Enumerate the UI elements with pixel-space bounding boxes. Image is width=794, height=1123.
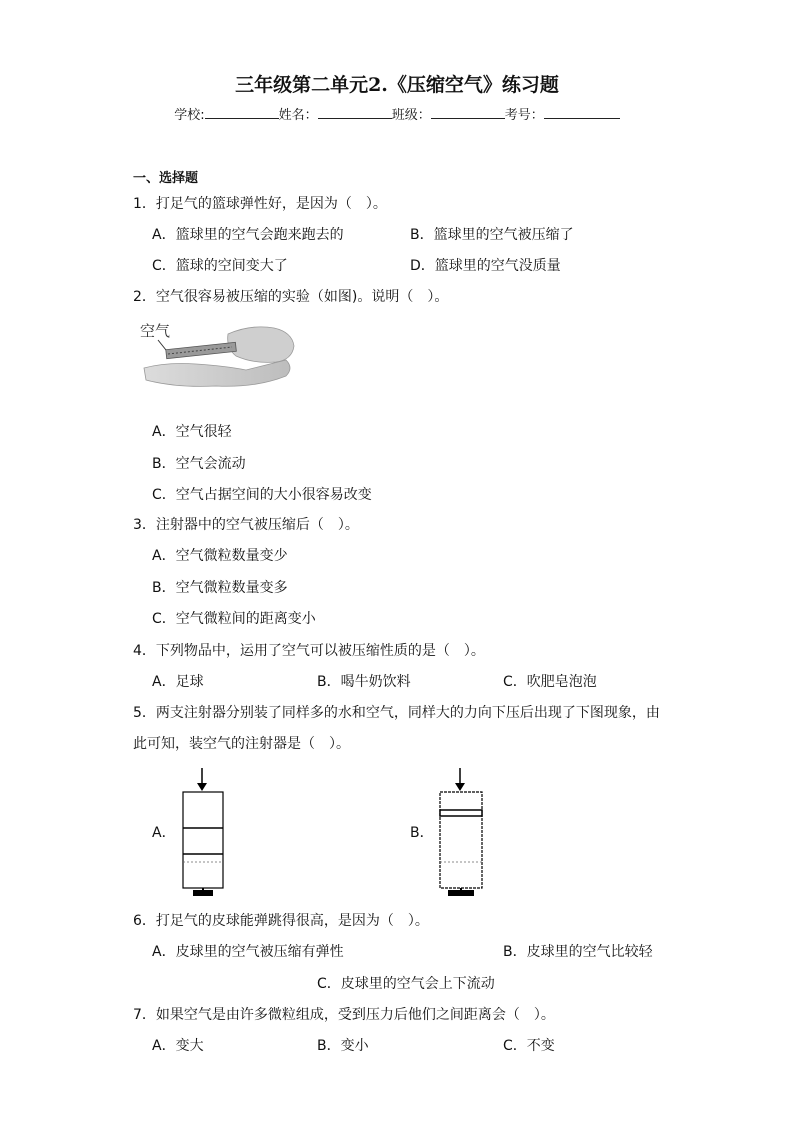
press-arrow-head <box>455 783 465 791</box>
press-arrow-head <box>197 783 207 791</box>
class-label: 班级： <box>391 108 431 123</box>
q1-option-a[interactable]: A．篮球里的空气会跑来跑去的 <box>152 227 344 243</box>
syringe-body <box>440 792 482 888</box>
page-title: 三年级第二单元2.《压缩空气》练习题 <box>235 74 559 96</box>
name-label: 姓名： <box>278 108 318 123</box>
q2-option-b[interactable]: B．空气会流动 <box>152 456 246 472</box>
q6-option-b[interactable]: B．皮球里的空气比较轻 <box>503 944 653 960</box>
q6-option-c[interactable]: C．皮球里的空气会上下流动 <box>317 976 495 992</box>
question-4: 4．下列物品中，运用了空气可以被压缩性质的是（ ）。 <box>133 643 485 659</box>
q2-option-c[interactable]: C．空气占据空间的大小很容易改变 <box>152 487 372 503</box>
q5-option-b[interactable]: B． <box>410 825 434 841</box>
syringe-hand-figure <box>136 316 296 396</box>
q7-option-c[interactable]: C．不变 <box>503 1038 555 1054</box>
syringe-body <box>183 792 223 888</box>
question-5-line-1: 5．两支注射器分别装了同样多的水和空气，同样大的力向下压后出现了下图现象，由 <box>133 705 660 721</box>
syringe-figure-b <box>430 766 490 898</box>
question-7: 7．如果空气是由许多微粒组成，受到压力后他们之间距离会（ ）。 <box>133 1007 555 1023</box>
piston <box>440 810 482 816</box>
q7-option-b[interactable]: B．变小 <box>317 1038 369 1054</box>
section-title: 一、选择题 <box>133 171 199 186</box>
q1-option-c[interactable]: C．篮球的空间变大了 <box>152 258 288 274</box>
syringe-tip <box>193 890 213 896</box>
q3-option-b[interactable]: B．空气微粒数量变多 <box>152 580 288 596</box>
q1-option-b[interactable]: B．篮球里的空气被压缩了 <box>410 227 574 243</box>
q7-option-a[interactable]: A．变大 <box>152 1038 204 1054</box>
exam-no-label: 考号： <box>504 108 544 123</box>
name-blank[interactable] <box>318 104 392 119</box>
q3-option-c[interactable]: C．空气微粒间的距离变小 <box>152 611 316 627</box>
q2-option-a[interactable]: A．空气很轻 <box>152 424 232 440</box>
q4-option-c[interactable]: C．吹肥皂泡泡 <box>503 674 597 690</box>
student-info-row <box>0 104 794 123</box>
q5-option-a[interactable]: A． <box>152 825 176 841</box>
q4-option-b[interactable]: B．喝牛奶饮料 <box>317 674 411 690</box>
figure-label-air: 空气 <box>140 322 171 340</box>
upper-hand-shape <box>228 327 294 363</box>
question-1: 1．打足气的篮球弹性好，是因为（ ）。 <box>133 196 387 212</box>
q3-option-a[interactable]: A．空气微粒数量变少 <box>152 548 288 564</box>
q1-option-d[interactable]: D．篮球里的空气没质量 <box>410 258 561 274</box>
syringe-tip <box>448 890 474 896</box>
q4-option-a[interactable]: A．足球 <box>152 674 204 690</box>
exam-no-blank[interactable] <box>544 104 620 119</box>
class-blank[interactable] <box>431 104 505 119</box>
question-5-line-2: 此可知，装空气的注射器是（ ）。 <box>133 736 350 752</box>
question-6: 6．打足气的皮球能弹跳得很高，是因为（ ）。 <box>133 913 429 929</box>
school-blank[interactable] <box>205 104 279 119</box>
question-2: 2．空气很容易被压缩的实验（如图)。说明（ ）。 <box>133 289 449 305</box>
syringe-figure-a <box>175 766 235 898</box>
q6-option-a[interactable]: A．皮球里的空气被压缩有弹性 <box>152 944 344 960</box>
question-3: 3．注射器中的空气被压缩后（ ）。 <box>133 517 359 533</box>
school-label: 学校: <box>174 108 205 123</box>
